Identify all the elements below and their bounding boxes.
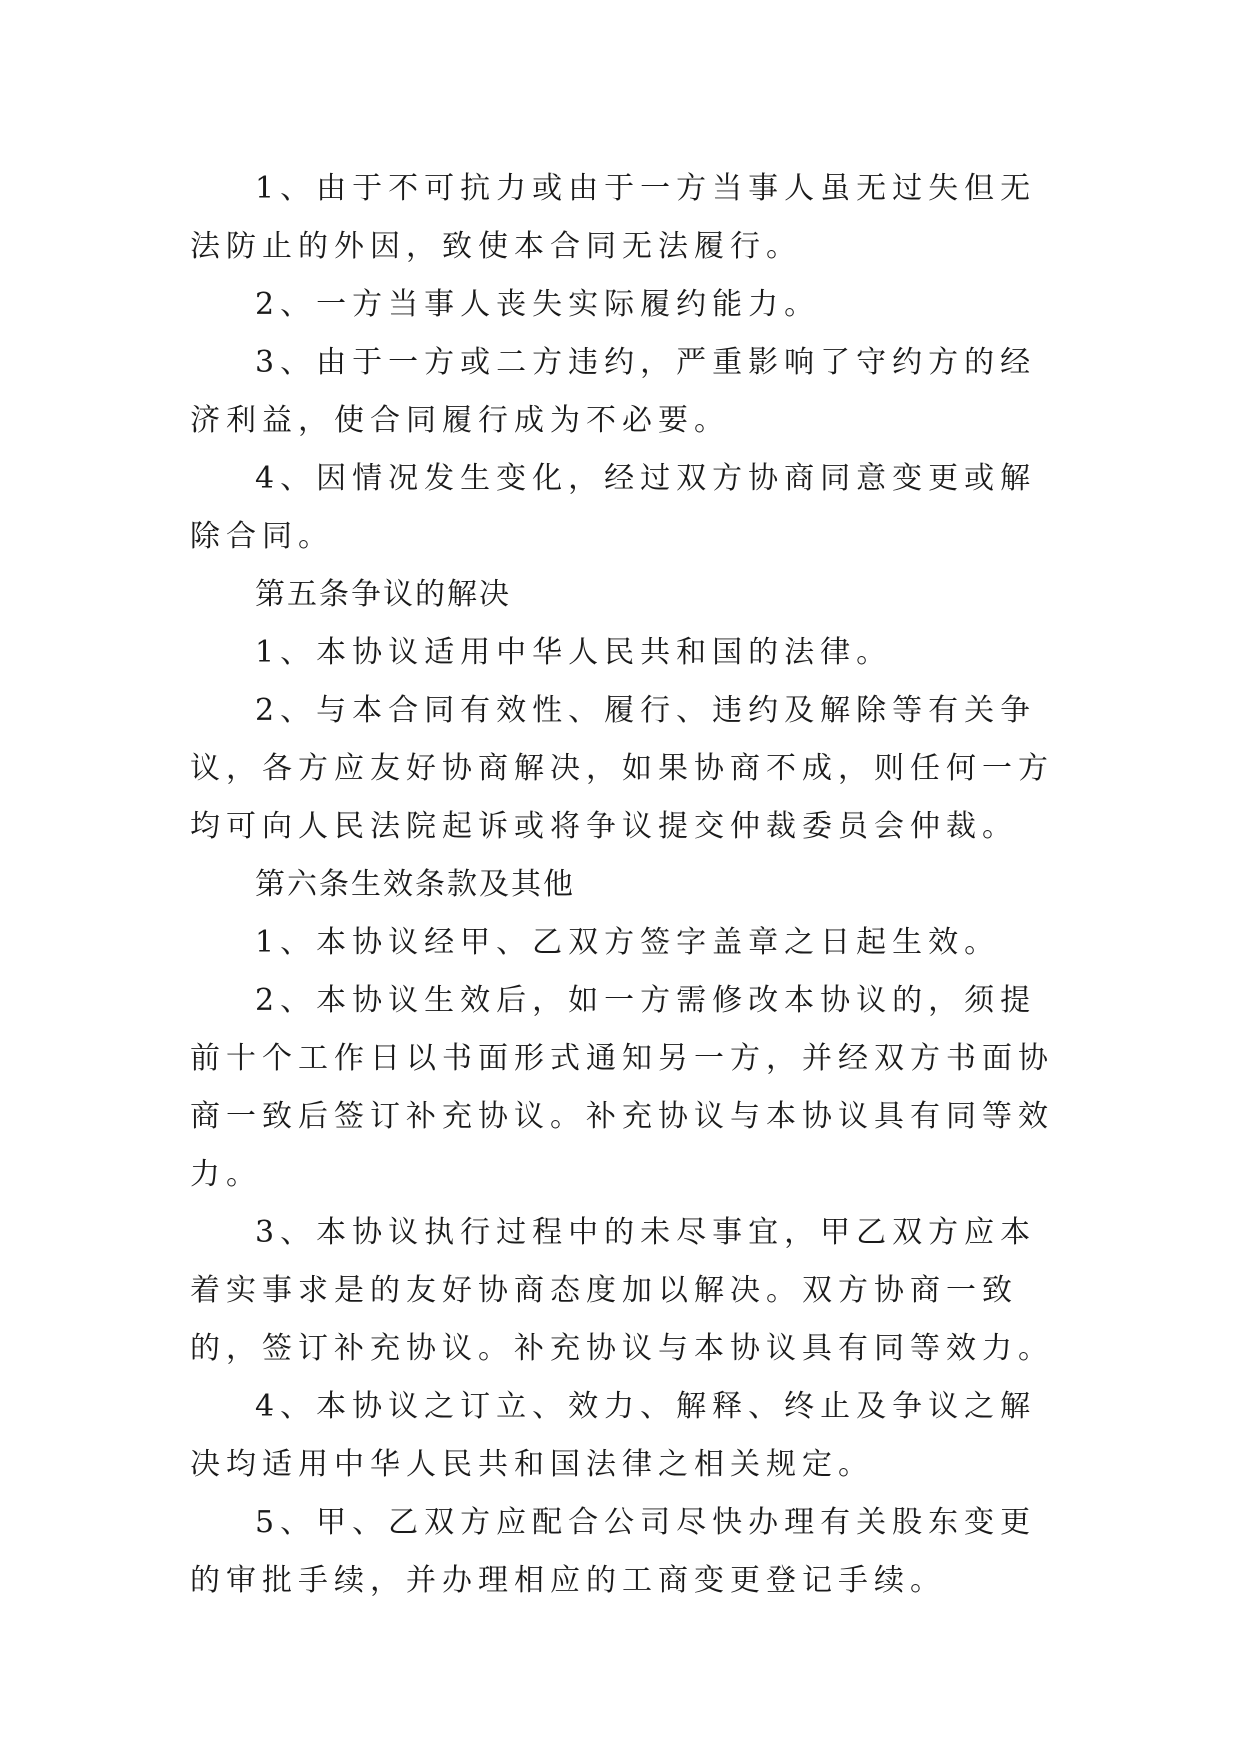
clause-paragraph: 4、因情况发生变化，经过双方协商同意变更或解除合同。 (190, 461, 1037, 554)
clause-paragraph: 2、与本合同有效性、履行、违约及解除等有关争议，各方应友好协商解决，如果协商不成，则任何一方均可向人民法院起诉或将争议提交仲裁委员会仲裁。 (190, 693, 1054, 844)
clause-paragraph: 2、一方当事人丧失实际履约能力。 (255, 287, 821, 322)
document-body (190, 160, 1060, 1610)
clause-paragraph: 5、甲、乙双方应配合公司尽快办理有关股东变更的审批手续，并办理相应的工商变更登记手续。 (190, 1505, 1037, 1598)
section-heading: 第六条生效条款及其他 (255, 867, 575, 902)
clause-paragraph: 4、本协议之订立、效力、解释、终止及争议之解决均适用中华人民共和国法律之相关规定。 (190, 1389, 1037, 1482)
clause-paragraph: 3、由于一方或二方违约，严重影响了守约方的经济利益，使合同履行成为不必要。 (190, 345, 1037, 438)
clause-paragraph: 3、本协议执行过程中的未尽事宜，甲乙双方应本着实事求是的友好协商态度加以解决。双方协商一致的，签订补充协议。补充协议与本协议具有同等效力。 (190, 1215, 1054, 1366)
clause-paragraph: 1、本协议经甲、乙双方签字盖章之日起生效。 (255, 925, 1001, 960)
clause-paragraph: 1、由于不可抗力或由于一方当事人虽无过失但无法防止的外因，致使本合同无法履行。 (190, 171, 1037, 264)
clause-paragraph: 1、本协议适用中华人民共和国的法律。 (255, 635, 893, 670)
clause-paragraph: 2、本协议生效后，如一方需修改本协议的，须提前十个工作日以书面形式通知另一方，并经双方书面协商一致后签订补充协议。补充协议与本协议具有同等效力。 (190, 983, 1054, 1192)
section-heading: 第五条争议的解决 (255, 577, 511, 612)
